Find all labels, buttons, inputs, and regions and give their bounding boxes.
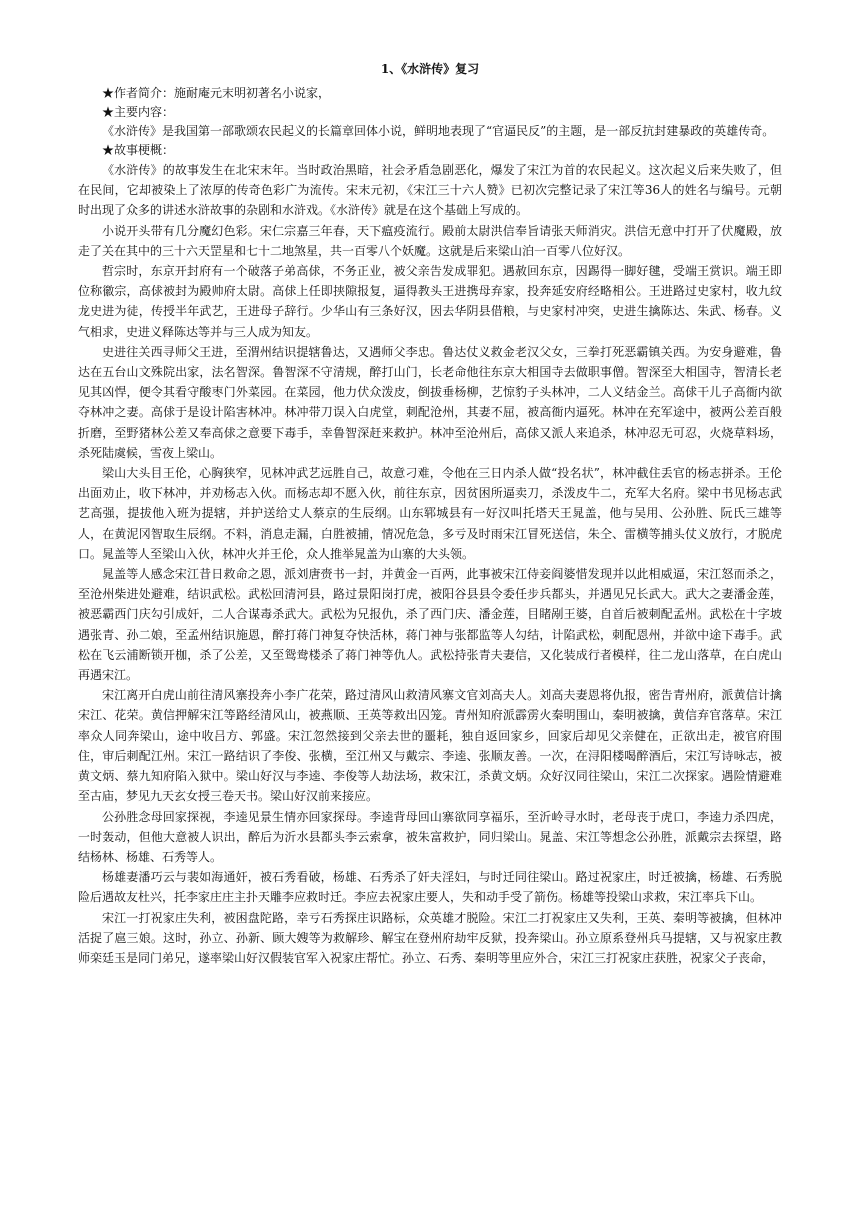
document-page	[78, 62, 782, 968]
plot-heading: ★故事梗概：	[102, 143, 175, 157]
plot-paragraph: 哲宗时，东京开封府有一个破落子弟高俅，不务正业，被父亲告发成罪犯。遇赦回东京，因踢得一脚好毽，受端王赏识。端王即位称徽宗，高俅被封为殿帅府太尉。高俅上任即挟隙报复，逼得教头王进携母弃家，投奔延安府经略相公。王进路过史家村，收九纹龙史进为徒，传授半年武艺，王进母子辞行。少华山有三条好汉，因去华阴县借粮，与史家村冲突，史进生擒陈达、朱武、杨春。义气相求，史进义释陈达等并与三人成为知友。	[78, 264, 782, 339]
content-summary: 《水浒传》是我国第一部歌颂农民起义的长篇章回体小说，鲜明地表现了“官逼民反”的主题，是一部反抗封建暴政的英雄传奇。	[102, 124, 775, 138]
document-title: 1、《水浒传》复习	[380, 62, 480, 76]
plot-paragraph: 《水浒传》的故事发生在北宋末年。当时政治黑暗，社会矛盾急剧恶化，爆发了宋江为首的农民起义。这次起义后来失败了，但在民间，它却被染上了浓厚的传奇色彩广为流传。宋末元初，《宋江三十六人赞》已初次完整记录了宋江等36人的姓名与编号。元朝时出现了众多的讲述水浒故事的杂剧和水浒戏。《水浒传》就是在这个基础上写成的。	[78, 163, 782, 218]
plot-paragraph: 晁盖等人感念宋江昔日救命之恩，派刘唐赍书一封，并黄金一百两，此事被宋江侍妾阎婆惜发现并以此相威逼，宋江怒而杀之，至沧州柴进处避难，结识武松。武松回清河县，路过景阳岗打虎，被阳谷县县令委任步兵都头，并遇见兄长武大。武大之妻潘金莲，被恶霸西门庆勾引成奸，二人合谋毒杀武大。武松为兄报仇，杀了西门庆、潘金莲，目睹剐王婆，自首后被刺配孟州。武松在十字坡遇张青、孙二娘，至孟州结识施恩，醉打蒋门神复夺快活林，蒋门神与张都监等人勾结，计陷武松，刺配恩州，并欲中途下毒手。武松在飞云浦断锁开枷，杀了公差，又至鸳鸯楼杀了蒋门神等仇人。武松持张青夫妻信，又化装成行者模样，往二龙山落草，在白虎山再遇宋江。	[78, 567, 782, 683]
plot-paragraph: 公孙胜念母回家探视，李逵见景生情亦回家探母。李逵背母回山寨欲同享福乐，至沂岭寻水时，老母丧于虎口，李逵力杀四虎，一时轰动，但他大意被人识出，醉后为沂水县都头李云索拿，被朱富救护，同归梁山。晁盖、宋江等想念公孙胜，派戴宗去探望，路结杨林、杨雄、石秀等人。	[78, 809, 782, 864]
plot-paragraph: 梁山大头目王伦，心胸狭窄，见林冲武艺远胜自己，故意刁难，令他在三日内杀人做“投名状”，林冲截住丢官的杨志拼杀。王伦出面劝止，收下林冲，并劝杨志入伙。而杨志却不愿入伙，前往东京，因贫困所逼卖刀，杀泼皮牛二，充军大名府。梁中书见杨志武艺高强，提拔他入班为提辖，并护送给丈人蔡京的生辰纲。山东郓城县有一好汉叫托塔天王晁盖，他与吴用、公孙胜、阮氏三雄等人，在黄泥冈智取生辰纲。不料，消息走漏，白胜被捕，情况危急，多亏及时雨宋江冒死送信，朱仝、雷横等捕头仗义放行，才脱虎口。晁盖等人至梁山入伙，林冲火并王伦，众人推举晁盖为山寨的大头领。	[78, 466, 782, 561]
plot-paragraph: 宋江一打祝家庄失利，被困盘陀路，幸亏石秀探庄识路标，众英雄才脱险。宋江二打祝家庄又失利，王英、秦明等被擒，但林冲活捉了扈三娘。这时，孙立、孙新、顾大嫂等为救解珍、解宝在登州府劫牢反狱，投奔梁山。孙立原系登州兵马提辖，又与祝家庄教师栾廷玉是同门弟兄，遂率梁山好汉假装官军入祝家庄帮忙。孙立、石秀、秦明等里应外合，宋江三打祝家庄获胜，祝家父子丧命，	[78, 910, 782, 965]
author-intro: ★作者简介：施耐庵元末明初著名小说家，	[102, 86, 331, 100]
plot-paragraph: 史进往关西寻师父王进，至渭州结识提辖鲁达，又遇师父李忠。鲁达仗义救金老汉父女，三拳打死恶霸镇关西。为安身避难，鲁达在五台山文殊院出家，法名智深。鲁智深不守清规，醉打山门，长老命他往东京大相国寺去做职事僧。智深至大相国寺，智清长老见其凶悍，便令其看守酸枣门外菜园。在菜园，他力伏众泼皮，倒拔垂杨柳，艺惊豹子头林冲，二人义结金兰。高俅干儿子高衙内欲夺林冲之妻。高俅于是设计陷害林冲。林冲带刀误入白虎堂，刺配沧州，其妻不屈，被高衙内逼死。林冲在充军途中，被两公差百般折磨，至野猪林公差又奉高俅之意要下毒手，幸鲁智深赶来救护。林冲至沧州后，高俅又派人来追杀，林冲忍无可忍，火烧草料场，杀死陆虞候，雪夜上梁山。	[78, 344, 782, 460]
plot-paragraph: 小说开头带有几分魔幻色彩。宋仁宗嘉三年春，天下瘟疫流行。殿前太尉洪信奉旨请张天师消灾。洪信无意中打开了伏魔殿，放走了关在其中的三十六天罡星和七十二地煞星，共一百零八个妖魔。这就是后来梁山泊一百零八位好汉。	[78, 223, 782, 258]
plot-paragraph: 杨雄妻潘巧云与裴如海通奸，被石秀看破，杨雄、石秀杀了奸夫淫妇，与时迁同往梁山。路过祝家庄，时迁被擒，杨雄、石秀脱险后遇故友杜兴，托李家庄庄主扑天雕李应救时迁。李应去祝家庄要人，失和动手受了箭伤。杨雄等投梁山求救，宋江率兵下山。	[78, 870, 782, 905]
plot-paragraph: 宋江离开白虎山前往清风寨投奔小李广花荣，路过清风山救清风寨文官刘高夫人。刘高夫妻恩将仇报，密告青州府，派黄信计擒宋江、花荣。黄信押解宋江等路经清风山，被燕顺、王英等救出囚笼。青州知府派霹雳火秦明围山，秦明被擒，黄信弃官落草。宋江率众人同奔梁山，途中收吕方、郭盛。宋江忽然接到父亲去世的噩耗，独自返回家乡，回家后却见父亲健在，正欲出走，被官府围住，审后刺配江州。宋江一路结识了李俊、张横，至江州又与戴宗、李逵、张顺友善。一次，在浔阳楼喝醉酒后，宋江写诗咏志，被黄文炳、蔡九知府陷入狱中。梁山好汉与李逵、李俊等人劫法场，救宋江，杀黄文炳。众好汉同往梁山，宋江二次探家。遇险情避难至古庙，梦见九天玄女授三卷天书。梁山好汉前来接应。	[78, 688, 782, 804]
content-heading: ★主要内容：	[102, 105, 175, 119]
